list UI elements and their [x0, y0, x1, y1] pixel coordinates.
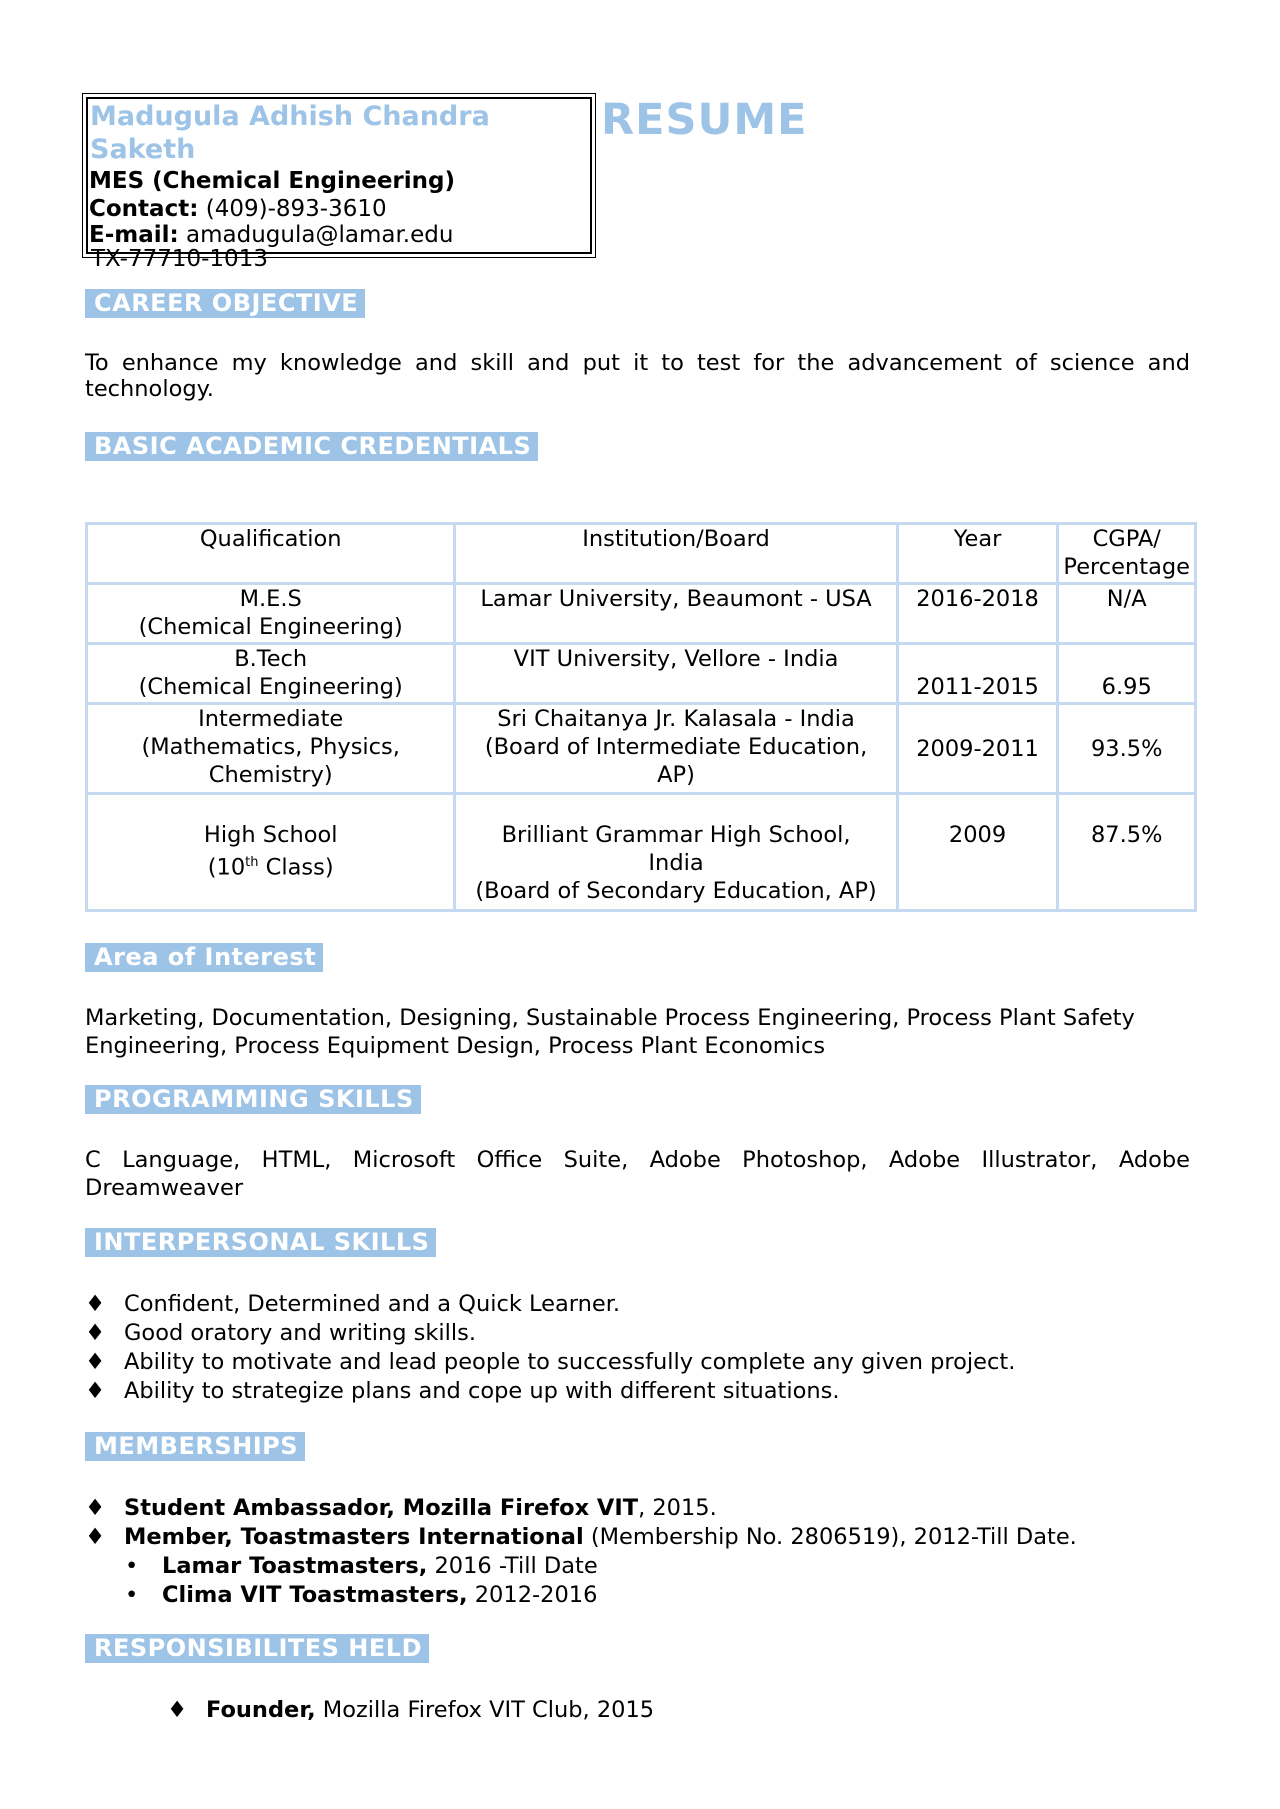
- section-interpersonal-skills: INTERPERSONAL SKILLS: [85, 1228, 436, 1257]
- year-cell: 2009: [897, 794, 1058, 911]
- score-cell: 93.5%: [1058, 704, 1196, 794]
- diamond-bullet-icon: ♦: [85, 1495, 106, 1521]
- degree-line: [89, 168, 455, 195]
- institution-cell: Brilliant Grammar High School, India (Board of Secondary Education, AP): [455, 794, 897, 911]
- programming-skills-text: C Language, HTML, Microsoft Office Suite, Adobe Photoshop, Adobe Illustrator, Adobe Dreamweaver: [85, 1147, 1190, 1201]
- list-item: ♦ Ability to strategize plans and cope up with different situations.: [85, 1378, 840, 1404]
- email-label: E-mail:: [89, 222, 179, 248]
- score-cell: 87.5%: [1058, 794, 1196, 911]
- year-cell: 2011-2015: [897, 644, 1058, 704]
- career-objective-text: To enhance my knowledge and skill and put it to test for the advancement of science and technology.: [85, 350, 1190, 402]
- list-item: ♦ Student Ambassador, Mozilla Firefox VIT, 2015.: [85, 1495, 717, 1521]
- resume-title: RESUME: [601, 95, 808, 145]
- table-row: [87, 644, 1196, 704]
- score-cell: N/A: [1058, 584, 1196, 644]
- table-row: [87, 584, 1196, 644]
- section-area-of-interest: Area of Interest: [85, 943, 323, 972]
- institution-cell: Sri Chaitanya Jr. Kalasala - India (Board of Intermediate Education, AP): [455, 704, 897, 794]
- email-line: [89, 222, 453, 249]
- sub-list-item: • Clima VIT Toastmasters, 2012-2016: [125, 1582, 598, 1608]
- institution-cell: VIT University, Vellore - India: [455, 644, 897, 704]
- diamond-bullet-icon: ♦: [85, 1524, 106, 1550]
- memberships-list: [85, 1494, 1077, 1610]
- institution-cell: Lamar University, Beaumont - USA: [455, 584, 897, 644]
- candidate-name-line2: Saketh: [90, 134, 196, 165]
- list-item: ♦ Confident, Determined and a Quick Learner.: [85, 1291, 621, 1317]
- email-value: amadugula@lamar.edu: [186, 222, 454, 248]
- year-cell: 2009-2011: [897, 704, 1058, 794]
- header-score: CGPA/ Percentage: [1058, 524, 1196, 584]
- diamond-bullet-icon: ♦: [85, 1320, 106, 1346]
- diamond-bullet-icon: ♦: [85, 1378, 106, 1404]
- section-programming-skills: PROGRAMMING SKILLS: [85, 1085, 421, 1114]
- area-of-interest-text: Marketing, Documentation, Designing, Sustainable Process Engineering, Process Plant Safety Engineering, Process Equipment Design, Process Plant Economics: [85, 1005, 1135, 1059]
- responsibilities-list: [167, 1696, 654, 1725]
- diamond-bullet-icon: ♦: [85, 1349, 106, 1375]
- sub-list-item: • Lamar Toastmasters, 2016 -Till Date: [125, 1553, 598, 1579]
- diamond-bullet-icon: ♦: [167, 1697, 188, 1723]
- list-item: ♦ Founder, Mozilla Firefox VIT Club, 2015: [167, 1697, 655, 1723]
- list-item: ♦ Good oratory and writing skills.: [85, 1320, 477, 1346]
- qualification-cell: B.Tech (Chemical Engineering): [87, 644, 455, 704]
- section-career-objective: CAREER OBJECTIVE: [85, 289, 365, 318]
- table-row: [87, 794, 1196, 911]
- candidate-name-line1: Madugula Adhish Chandra: [90, 101, 490, 132]
- qualification-cell: Intermediate (Mathematics, Physics, Chemistry): [87, 704, 455, 794]
- list-item: ♦ Member, Toastmasters International (Membership No. 2806519), 2012-Till Date.: [85, 1524, 1077, 1550]
- section-academic-credentials: BASIC ACADEMIC CREDENTIALS: [85, 432, 538, 461]
- section-memberships: MEMBERSHIPS: [85, 1432, 305, 1461]
- diamond-bullet-icon: ♦: [85, 1291, 106, 1317]
- academic-credentials-table: [85, 522, 1197, 912]
- header-institution: Institution/Board: [455, 524, 897, 584]
- year-cell: 2016-2018: [897, 584, 1058, 644]
- address-line: TX-77710-1013: [91, 246, 268, 272]
- list-item: ♦ Ability to motivate and lead people to successfully complete any given project.: [85, 1349, 1016, 1375]
- header-year: Year: [897, 524, 1058, 584]
- table-header-row: [87, 524, 1196, 584]
- qualification-cell: M.E.S (Chemical Engineering): [87, 584, 455, 644]
- section-responsibilities: RESPONSIBILITES HELD: [85, 1634, 429, 1663]
- dot-bullet-icon: •: [125, 1582, 139, 1608]
- contact-value: (409)-893-3610: [205, 196, 387, 222]
- dot-bullet-icon: •: [125, 1553, 139, 1579]
- contact-label: Contact:: [89, 196, 199, 222]
- interpersonal-list: [85, 1290, 1015, 1406]
- score-cell: 6.95: [1058, 644, 1196, 704]
- degree-text: MES (Chemical Engineering): [89, 168, 456, 194]
- table-row: [87, 704, 1196, 794]
- contact-line: [89, 196, 387, 223]
- qualification-cell: High School (10th Class): [87, 794, 455, 911]
- header-qualification: Qualification: [87, 524, 455, 584]
